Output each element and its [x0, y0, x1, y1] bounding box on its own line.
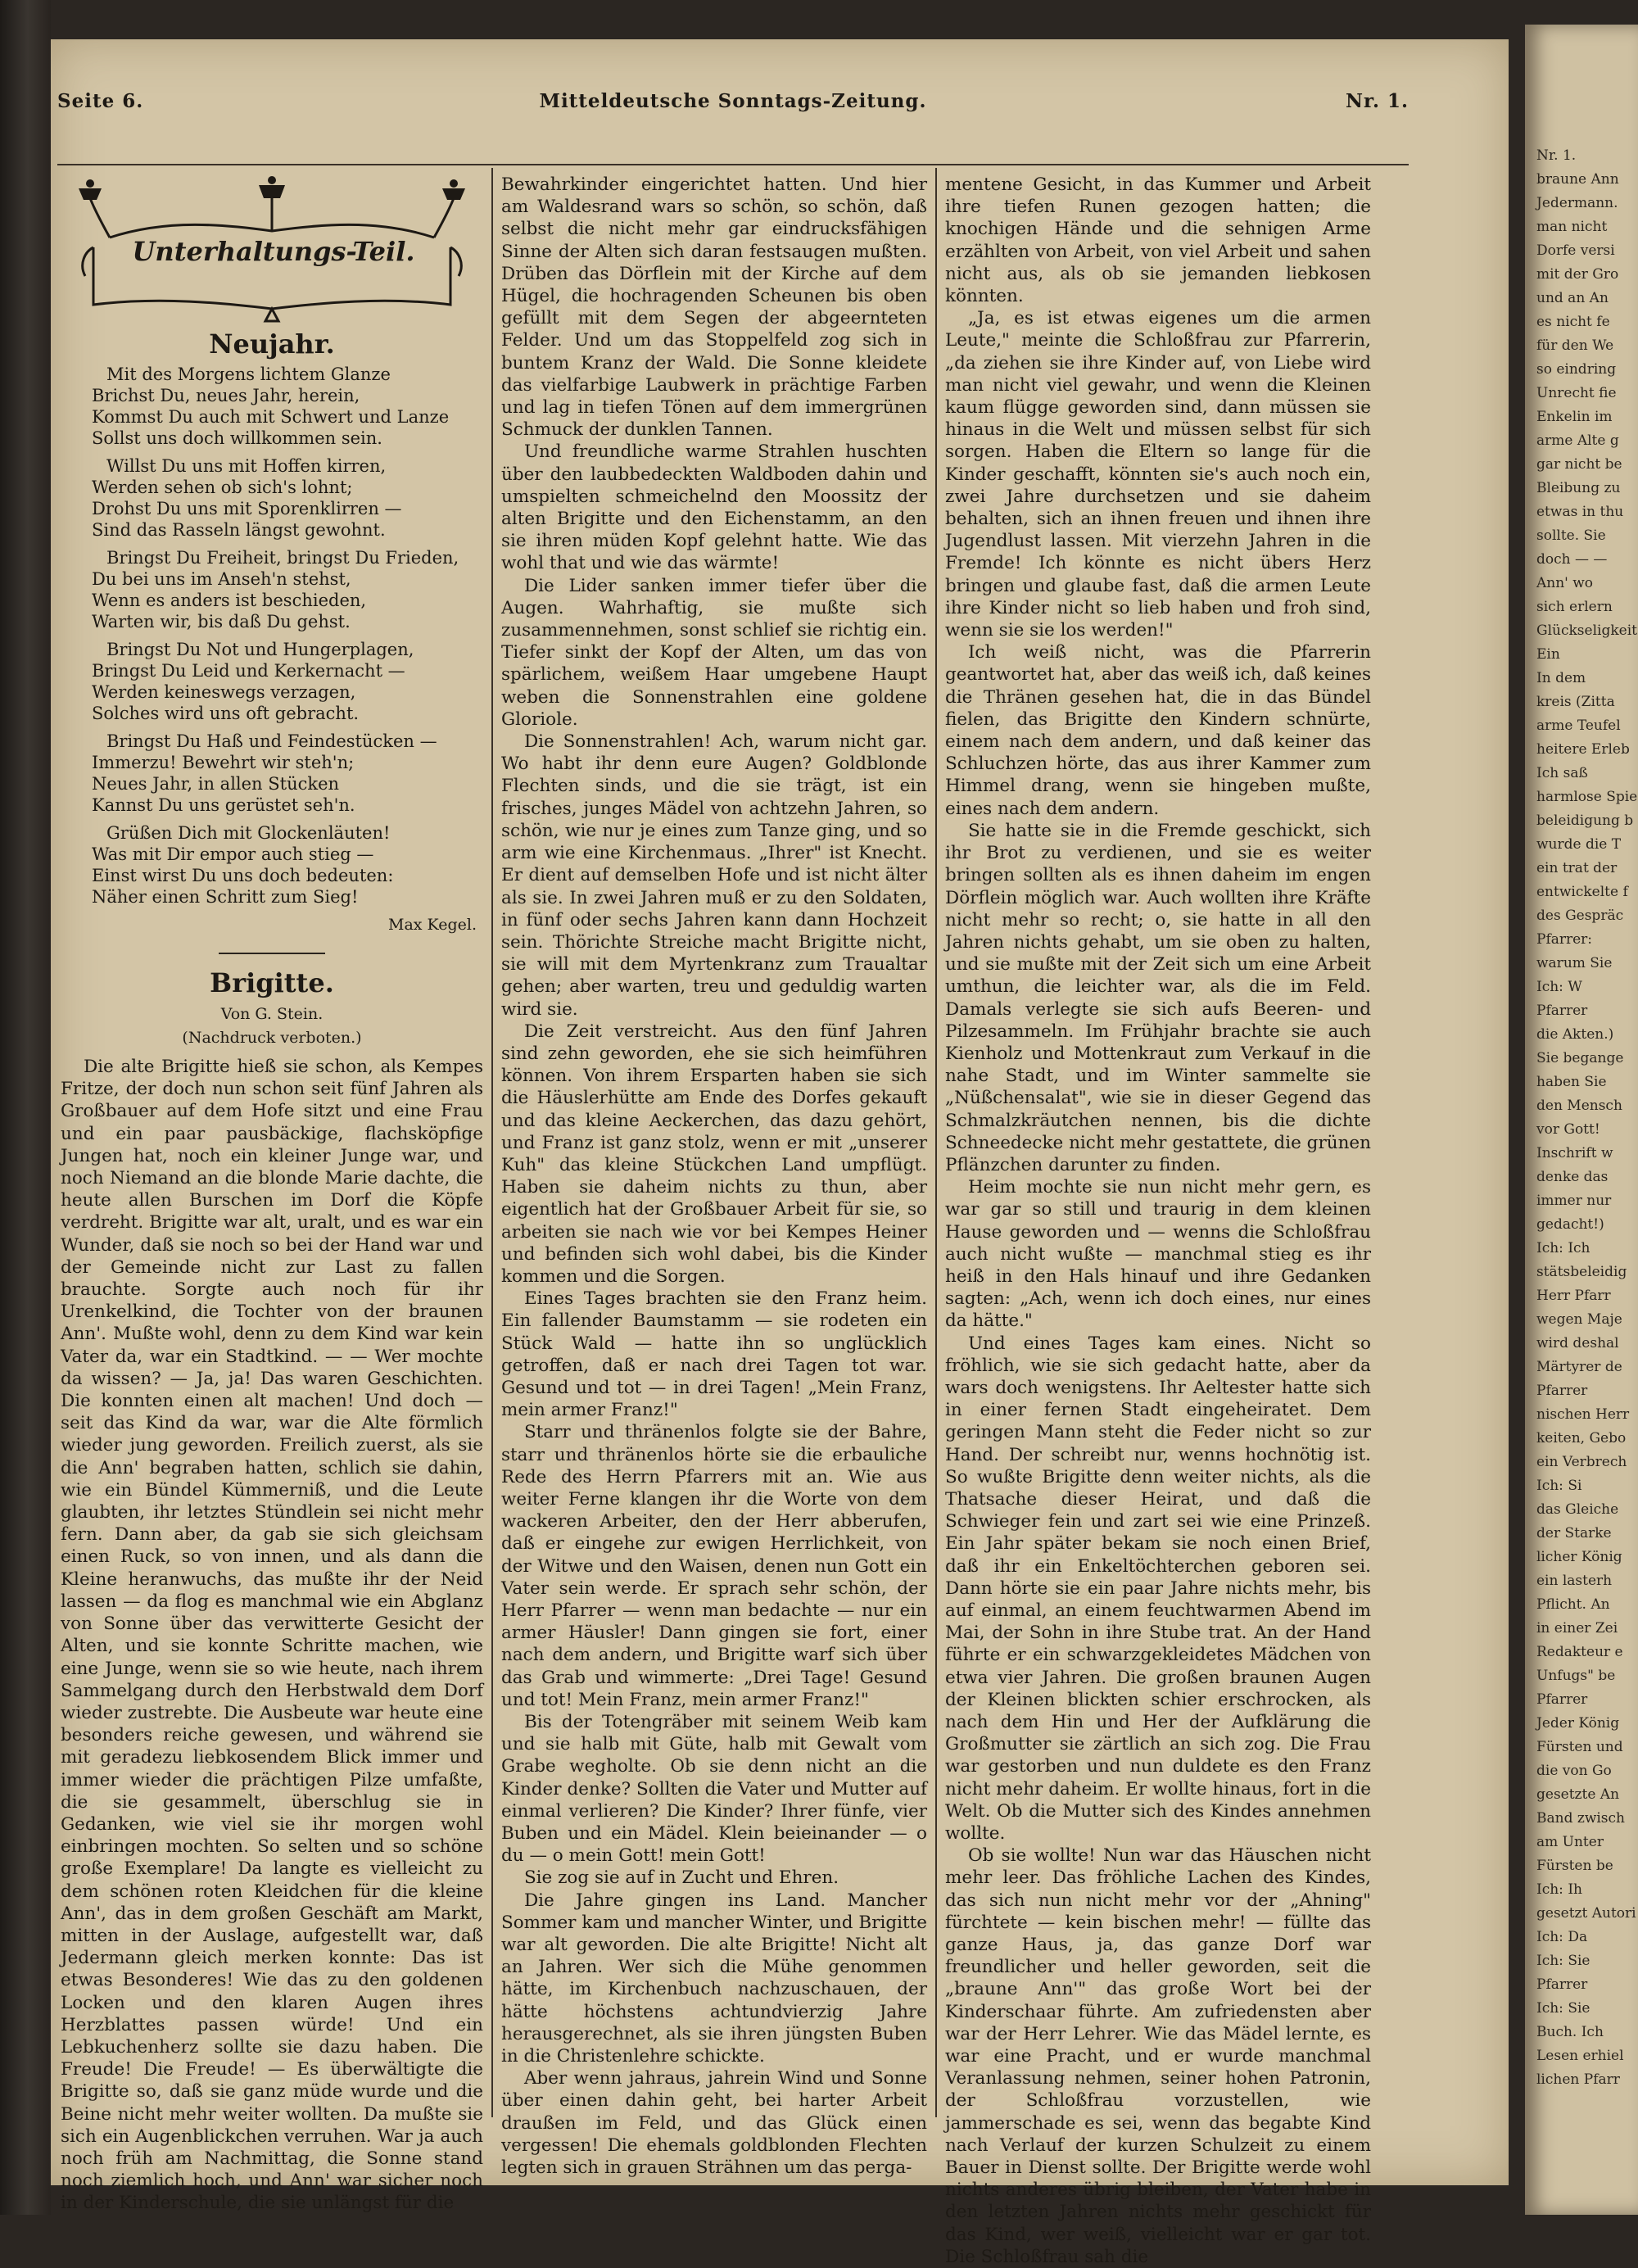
poem-stanza: [92, 547, 483, 632]
adjacent-page-line: Unrecht fie: [1536, 385, 1617, 401]
poem-line: Wenn es anders ist beschieden,: [92, 591, 367, 611]
story-text-col1: [61, 1056, 483, 2215]
adjacent-page-line: Pflicht. An: [1536, 1596, 1610, 1613]
adjacent-page-line: Ich saß: [1536, 765, 1588, 781]
adjacent-page-line: harmlose Spie: [1536, 789, 1638, 805]
story-paragraph: Bis der Totengräber mit seinem Weib kam und sie halb mit Güte, halb mit Gewalt vom Grabe wegholte. Ob sie denn nicht an die Kinder denke? Sollten die Vater und Mutter auf einmal verlieren? Die Kinder? Ihrer fünfe, vier Buben und ein Mädel. Klein beieinander — o du — o mein Gott! mein Gott!: [501, 1712, 927, 1867]
adjacent-page-line: stätsbeleidig: [1536, 1264, 1627, 1280]
adjacent-page-line: nischen Herr: [1536, 1406, 1630, 1423]
adjacent-page-line: man nicht: [1536, 219, 1608, 235]
adjacent-page-line: ein Verbrech: [1536, 1454, 1627, 1470]
adjacent-page-line: Pfarrer: [1536, 1383, 1588, 1399]
adjacent-page-line: Glückseligkeit: [1536, 622, 1637, 639]
adjacent-page-line: Ich: Sie: [1536, 2000, 1590, 2017]
poem-stanza: [92, 822, 483, 908]
column-3: [945, 174, 1371, 2268]
adjacent-page-line: In dem: [1536, 670, 1586, 686]
story-paragraph: Die Lider sanken immer tiefer über die Augen. Wahrhaftig, sie mußte sich zusammennehmen, sonst schlief sie richtig ein. Tiefer sinkt der Kopf der Alten, um das von spärlichem, weißem Haar umgebene Haupt weben die Sonnenstrahlen eine goldene Gloriole.: [501, 575, 927, 730]
adjacent-page-line: vor Gott!: [1536, 1121, 1600, 1138]
story-paragraph: Ob sie wollte! Nun war das Häuschen nicht mehr leer. Das fröhliche Lachen des Kindes, das sich nun nicht mehr vor der „Ahning" fürchtete — kein bischen mehr! — füllte das ganze Haus, ja, das ganze Dorf war freundlicher und heller geworden, seit die „braune Ann'" das große Wort bei der Kinderschaar führte. Am zufriedensten aber war der Herr Lehrer. Wie das Mädel lernte, es war eine Pracht, und er wurde manchmal Veranlassung nehmen, seiner hohen Patronin, der Schloßfrau vorzustellen, wie jammerschade es sei, wenn das begabte Kind nach Verlauf der kurzen Schulzeit zu einem Bauer in Dienst sollte. Der Brigitte werde wohl nichts anderes übrig bleiben, der Vater habe in den letzten Jahren nichts mehr geschickt für das Kind, wer weiß, vielleicht war er gar tot. Die Schloßfrau sah die: [945, 1845, 1371, 2267]
adjacent-page-line: am Unter: [1536, 1834, 1604, 1850]
adjacent-page-line: des Gespräc: [1536, 908, 1624, 924]
adjacent-page-line: wegen Maje: [1536, 1311, 1622, 1328]
story-paragraph: Sie hatte sie in die Fremde geschickt, sich ihr Brot zu verdienen, und sie es weiter bringen sollten als es ihnen daheim im engen Dörflein möglich war. Auch wollten ihre Kräfte nicht mehr so recht; o, sie hatte in all den Jahren nichts gehabt, um sie oben zu halten, und sie mußte mit der Zeit sich um eine Arbeit umthun, die leichter war, als die im Feld. Damals verlegte sie sich aufs Beeren- und Pilzesammeln. Im Frühjahr brachte sie auch Kienholz und Mottenkraut zum Verkauf in die nahe Stadt, und im Winter sammelte sie „Nüßchensalat", wie sie in dieser Gegend das Schmalzkräutchen nennen, bis die dichte Schneedecke nicht mehr gestattete, die grünen Pflänzchen darunter zu finden.: [945, 820, 1371, 1175]
story-paragraph: Die alte Brigitte hieß sie schon, als Kempes Fritze, der doch nun schon seit fünf Jahren als Großbauer auf dem Hofe sitzt und eine Frau und ein paar pausbäckige, flachsköpfige Jungen hat, noch ein kleiner Junge war, und noch Niemand an die blonde Marie dachte, die heute allen Burschen im Dorf die Köpfe verdreht. Brigitte war alt, uralt, und es war ein Wunder, daß sie noch so bei der Hand war und der Gemeinde nicht zur Last zu fallen brauchte. Sorgte auch noch für ihr Urenkelkind, die Tochter von der braunen Ann'. Mußte wohl, denn zu dem Kind war kein Vater da, war ein Stadtkind. — — Wer mochte da wissen? — Ja, ja! Das waren Geschichten. Die konnten einen alt machen! Und doch — seit das Kind da war, war die Alte förmlich wieder jung geworden. Freilich zuerst, als sie die Ann' begraben hatten, schlich sie dahin, wie ein Bündel Kümmerniß, und die Leute glaubten, ihr letztes Stündlein sei nicht mehr fern. Dann aber, da gab sie sich gleichsam einen Ruck, so von innen, und als dann die Kleine heranwuchs, das mußte ihr der Neid lassen — da flog es manchmal wie ein Abglanz von Sonne über das verwitterte Gesicht der Alten, und sie konnte Schritte machen, wie eine Junge, wenn sie so wie heute, nach ihrem Sammelgang durch den Herbstwald dem Dorf wieder zustrebte. Die Ausbeute war heute eine besonders reiche gewesen, und während sie mit geradezu liebkosendem Blick immer und immer wieder die prächtigen Pilze umfaßte, die sie gesammelt, überschlug sie in Gedanken, wie viel sie ihr morgen wohl einbringen mochten. So selten und so schöne große Exemplare! Da langte es vielleicht zu dem schönen roten Kleidchen für die kleine Ann', das in dem großen Geschäft am Markt, mitten in der Auslage, aufgestellt war, daß Jedermann gleich merken konnte: Das ist etwas Besonderes! Wie das zu den goldenen Locken und den klaren Augen ihres Herzblattes passen würde! Und ein Lebkuchenherz sollte sie dazu haben. Die Freude! Die Freude! — Es überwältigte die Brigitte so, daß sie ganz müde wurde und die Beine nicht mehr weiter wollten. Da mußte sie sich ein Augenblickchen verruhen. War ja auch noch früh am Nachmittag, die Sonne stand noch ziemlich hoch, und Ann' war sicher noch in der Kinderschule, die sie unlängst für die: [61, 1057, 483, 2214]
adjacent-page-line: Pfarrer:: [1536, 931, 1593, 948]
poem-line: Werden keineswegs verzagen,: [92, 682, 356, 703]
adjacent-page-line: Herr Pfarr: [1536, 1288, 1611, 1304]
adjacent-page-line: in einer Zei: [1536, 1620, 1618, 1636]
adjacent-page-line: warum Sie: [1536, 955, 1613, 971]
story-title: Brigitte.: [210, 967, 334, 999]
poem-line: Solches wird uns oft gebracht.: [92, 704, 360, 724]
adjacent-page-line: Ich: Si: [1536, 1478, 1582, 1494]
story-paragraph: Sie zog sie auf in Zucht und Ehren.: [523, 1867, 839, 1889]
poem-stanza: [92, 639, 483, 724]
poem-title: Neujahr.: [209, 328, 335, 360]
story-paragraph: Starr und thränenlos folgte sie der Bahre, starr und thränenlos hörte sie die erbauliche Rede des Herrn Pfarrers mit an. Wie aus weiter Ferne klangen ihr die Worte von dem wackeren Arbeiter, den der Herr abberufen, daß er eingehe zur ewigen Herrlichkeit, von der Witwe und den Waisen, denen nun Gott ein Vater sein werde. Er sprach sehr schön, der Herr Pfarrer — wenn man bedachte — nur ein armer Häusler! Dann gingen sie fort, einer nach dem andern, und Brigitte warf sich über das Grab und wimmerte: „Drei Tage! Gesund und tot! Mein Franz, mein armer Franz!": [501, 1422, 927, 1710]
poem-line: Bringst Du Leid und Kerkernacht —: [92, 661, 405, 681]
poem-body: [92, 364, 483, 908]
column-1: [61, 174, 483, 2215]
poem-line: Kommst Du auch mit Schwert und Lanze: [92, 407, 450, 428]
adjacent-page-line: Ich: Sie: [1536, 1953, 1590, 1969]
adjacent-page-line: gesetzte An: [1536, 1786, 1620, 1803]
adjacent-page-line: das Gleiche: [1536, 1501, 1619, 1518]
adjacent-page-line: Ein: [1536, 646, 1560, 663]
adjacent-page-line: beleidigung b: [1536, 813, 1634, 829]
adjacent-page-line: ein trat der: [1536, 860, 1618, 876]
poem-line: Sollst uns doch willkommen sein.: [92, 428, 382, 449]
adjacent-page-line: sollte. Sie: [1536, 527, 1606, 544]
poem-line: Drohst Du uns mit Sporenklirren —: [92, 499, 402, 519]
adjacent-page-line: für den We: [1536, 337, 1614, 354]
story-paragraph: Die Zeit verstreicht. Aus den fünf Jahren sind zehn geworden, ehe sie sich heimführen können. Von ihrem Ersparten haben sie sich die Häuslerhütte am Ende des Dorfes gekauft und das kleine Aeckerchen, das dazu gehört, und Franz ist ganz stolz, wenn er mit „unserer Kuh" das kleine Stückchen Land umpflügt. Haben sie daheim nichts zu thun, aber eigentlich hat der Großbauer Arbeit für sie, so arbeiten sie nach wie vor bei Kempes Heiner und befinden sich wohl dabei, bis die Kinder kommen und die Sorgen.: [501, 1021, 927, 1287]
poem-line: Bringst Du Not und Hungerplagen,: [106, 640, 414, 660]
adjacent-page-line: wird deshal: [1536, 1335, 1619, 1351]
adjacent-page-line: Inschrift w: [1536, 1145, 1613, 1161]
adjacent-page-line: Ich: Ih: [1536, 1881, 1582, 1898]
poem-line: Näher einen Schritt zum Sieg!: [92, 887, 359, 908]
adjacent-page-line: Pfarrer: [1536, 1691, 1588, 1708]
adjacent-page-line: immer nur: [1536, 1193, 1612, 1209]
adjacent-page-line: den Mensch: [1536, 1098, 1622, 1114]
column-rule-1: [491, 168, 493, 2117]
adjacent-page-line: sich erlern: [1536, 599, 1613, 615]
adjacent-page-line: Lesen erhiel: [1536, 2048, 1624, 2064]
adjacent-page-line: die Akten.): [1536, 1026, 1614, 1043]
adjacent-page-line: Nr. 1.: [1536, 147, 1577, 164]
adjacent-page-line: etwas in thu: [1536, 504, 1624, 520]
column-2: [501, 174, 927, 2179]
adjacent-page-line: arme Teufel: [1536, 718, 1621, 734]
adjacent-page-line: Märtyrer de: [1536, 1359, 1622, 1375]
adjacent-page-line: ein lasterh: [1536, 1573, 1613, 1589]
story-paragraph: Die Jahre gingen ins Land. Mancher Sommer kam und mancher Winter, und Brigitte war alt geworden. Die alte Brigitte! Nicht alt an Jahren. Wer sich die Mühe genommen hätte, im Kirchenbuch nachzuschauen, der hätte höchstens achtundvierzig Jahre herausgerechnet, als sie ihren jüngsten Buben in die Christenlehre schickte.: [501, 1890, 927, 2067]
adjacent-page-line: Dorfe versi: [1536, 242, 1615, 259]
poem-line: Bringst Du Freiheit, bringst Du Frieden,: [106, 548, 459, 568]
story-paragraph: Und freundliche warme Strahlen huschten über den laubbedeckten Waldboden dahin und umspielten schmeichelnd den Moossitz der alten Brigitte und den Eichenstamm, an den sie ihren müden Kopf gelehnt hatte. Wie das wohl that und wie das wärmte!: [501, 441, 927, 574]
poem-line: Einst wirst Du uns doch bedeuten:: [92, 866, 394, 886]
adjacent-page-line: Redakteur e: [1536, 1644, 1623, 1660]
adjacent-page-line: entwickelte f: [1536, 884, 1628, 900]
adjacent-page-line: Ich: Da: [1536, 1929, 1588, 1945]
story-paragraph: Aber wenn jahraus, jahrein Wind und Sonne über einen dahin geht, bei harter Arbeit draußen im Feld, und das Glück einen vergessen! Die ehemals goldblonden Flechten legten sich in grauen Strähnen um das perga-: [501, 2068, 927, 2179]
adjacent-page-line: keiten, Gebo: [1536, 1430, 1627, 1446]
adjacent-page-line: und an An: [1536, 290, 1609, 306]
poem-line: Grüßen Dich mit Glockenläuten!: [106, 823, 391, 844]
adjacent-page-line: doch — —: [1536, 551, 1608, 568]
adjacent-page-line: braune Ann: [1536, 171, 1619, 188]
poem-line: Brichst Du, neues Jahr, herein,: [92, 386, 360, 406]
adjacent-page-line: gesetzt Autori: [1536, 1905, 1636, 1922]
adjacent-page-line: der Starke: [1536, 1525, 1612, 1541]
story-paragraph: Heim mochte sie nun nicht mehr gern, es war gar so still und traurig in dem kleinen Hause geworden und — wenns die Schloßfrau auch nicht wußte — manchmal stieg es ihr heiß in den Hals hinauf und ihre Gedanken sagten: „Ach, wenn ich doch eines, nur eines da hätte.": [945, 1177, 1371, 1332]
adjacent-page-line: denke das: [1536, 1169, 1609, 1185]
adjacent-page-line: Fürsten be: [1536, 1858, 1613, 1874]
adjacent-page-line: mit der Gro: [1536, 266, 1619, 283]
story-paragraph: mentene Gesicht, in das Kummer und Arbeit ihre tiefen Runen gezogen hatten; die knochigen Hände und die sehnigen Arme erzählten von Arbeit, von viel Arbeit und sahen nicht aus, als ob sie jemanden liebkosen könnten.: [945, 174, 1371, 307]
adjacent-page-line: Jeder König: [1536, 1715, 1620, 1732]
section-divider: [219, 953, 325, 954]
story-paragraph: Die Sonnenstrahlen! Ach, warum nicht gar. Wo habt ihr denn eure Augen? Goldblonde Flechten sinds, und die sie trägt, ist ein frisches, junges Mädel von achtzehn Jahren, so schön, wie nur je eines zum Tanze ging, und so arm wie eine Kirchenmaus. „Ihrer" ist Knecht. Er dient auf demselben Hofe und ist nicht älter als sie. In zwei Jahren muß er zu den Soldaten, in fünf oder sechs Jahren kann dann Hochzeit sein. Thörichte Streiche macht Brigitte nicht, sie will mit dem Myrtenkranz zum Traualtar gehen; aber warten, treu und geduldig warten wird sie.: [501, 731, 927, 1020]
adjacent-page-line: arme Alte g: [1536, 432, 1619, 449]
reprint-notice: (Nachdruck verboten.): [182, 1028, 362, 1047]
page-number: Seite 6.: [57, 90, 144, 112]
adjacent-page-line: es nicht fe: [1536, 314, 1610, 330]
poem-line: Immerzu! Bewehrt wir steh'n;: [92, 753, 355, 773]
poem-line: Neues Jahr, in allen Stücken: [92, 774, 340, 794]
poem-stanza: [92, 731, 483, 816]
adjacent-page-line: lichen Pfarr: [1536, 2071, 1620, 2088]
poem-stanza: [92, 364, 483, 449]
poem-line: Du bei uns im Anseh'n stehst,: [92, 569, 351, 590]
adjacent-page-line: Band zwisch: [1536, 1810, 1626, 1827]
poem-line: Sind das Rasseln längst gewohnt.: [92, 520, 386, 541]
poem-line: Warten wir, bis daß Du gehst.: [92, 612, 351, 632]
adjacent-page-line: Buch. Ich: [1536, 2024, 1604, 2040]
poem-line: Willst Du uns mit Hoffen kirren,: [106, 456, 387, 477]
publication-title: Mitteldeutsche Sonntags-Zeitung.: [539, 90, 927, 112]
adjacent-page-line: Ich: W: [1536, 979, 1582, 995]
adjacent-page-line: die von Go: [1536, 1763, 1612, 1779]
adjacent-page-line: so eindring: [1536, 361, 1617, 378]
adjacent-page-edge: [1525, 25, 1638, 2215]
adjacent-page-line: wurde die T: [1536, 836, 1622, 853]
poem-line: Kannst Du uns gerüstet seh'n.: [92, 795, 355, 816]
adjacent-page-line: gar nicht be: [1536, 456, 1622, 473]
adjacent-page-line: Pfarrer: [1536, 1976, 1588, 1993]
story-paragraph: Bewahrkinder eingerichtet hatten. Und hier am Waldesrand wars so schön, so schön, daß selbst die nicht mehr gar eindrucksfähigen Sinne der Alten sich daran festsaugen mußten. Drüben das Dörflein mit der Kirche auf dem Hügel, die hochragenden Scheunen bis oben gefüllt mit dem Segen der abgeernteten Felder. Und um das Stoppelfeld zog sich in buntem Kranz der Wald. Die Sonne kleidete das vielfarbige Laubwerk in prächtige Farben und lag in tiefen Tönen auf dem immergrünen Schmuck der dunklen Tannen.: [501, 174, 927, 441]
story-paragraph: Ich weiß nicht, was die Pfarrerin geantwortet hat, aber das weiß ich, daß keines die Thränen gesehen hat, die in das Bündel fielen, das Brigitte den Kindern schnürte, einem nach dem andern, und daß keiner das Schluchzen hörte, das aus ihrer Kammer zum Himmel drang, wenn sie hingeben mußte, eines nach dem andern.: [945, 642, 1371, 819]
adjacent-page-line: Ich: Ich: [1536, 1240, 1590, 1256]
poem-author: Max Kegel.: [388, 916, 477, 935]
section-banner: [61, 174, 483, 325]
poem-stanza: [92, 455, 483, 541]
adjacent-page-line: Jedermann.: [1536, 195, 1618, 211]
adjacent-page-line: Unfugs" be: [1536, 1668, 1616, 1684]
adjacent-page-line: kreis (Zitta: [1536, 694, 1615, 710]
poem-line: Bringst Du Haß und Feindestücken —: [106, 731, 437, 752]
section-title: Unterhaltungs-Teil.: [132, 236, 415, 267]
story-paragraph: „Ja, es ist etwas eigenes um die armen Leute," meinte die Schloßfrau zur Pfarrerin, „da ziehen sie ihre Kinder auf, von Liebe wird man nicht viel gewahr, und wenn die Kleinen kaum flügge geworden sind, dann müssen sie hinaus in die Welt und müssen selbst für sich sorgen. Haben die Eltern so lange für die Kinder geschafft, könnten sie's auch noch ein, zwei Jahre durchsetzen und sie daheim behalten, sich an ihnen freuen und ihnen ihre Jugendlust lassen. Mit vierzehn Jahren in die Fremde! Ich könnte es nicht übers Herz bringen und glaube fast, daß die armen Leute ihre Kinder nicht so lieb haben und froh sind, wenn sie sie los werden!": [945, 308, 1371, 641]
story-byline: Von G. Stein.: [220, 1004, 324, 1023]
poem-line: Was mit Dir empor auch stieg —: [92, 844, 374, 865]
adjacent-page-line: Bleibung zu: [1536, 480, 1621, 496]
adjacent-page-line: gedacht!): [1536, 1216, 1604, 1233]
poem-line: Mit des Morgens lichtem Glanze: [106, 364, 391, 385]
adjacent-page-line: Pfarrer: [1536, 1003, 1588, 1019]
adjacent-page-line: haben Sie: [1536, 1074, 1607, 1090]
header-rule: [57, 164, 1409, 165]
poem-line: Werden sehen ob sich's lohnt;: [92, 478, 353, 498]
adjacent-page-line: Enkelin im: [1536, 409, 1613, 425]
page-header: [57, 90, 1409, 131]
adjacent-page-line: licher König: [1536, 1549, 1622, 1565]
column-rule-2: [935, 168, 937, 2117]
issue-number: Nr. 1.: [1345, 90, 1409, 112]
adjacent-page-line: Ann' wo: [1536, 575, 1594, 591]
adjacent-page-line: heitere Erleb: [1536, 741, 1630, 758]
adjacent-page-line: Sie begange: [1536, 1050, 1624, 1066]
book-binding: [0, 0, 51, 2215]
story-paragraph: Und eines Tages kam eines. Nicht so fröhlich, wie sie sich gedacht hatte, aber da wars doch wenigstens. Ihr Aeltester hatte sich in einer fernen Stadt eingeheiratet. Dem geringen Mann steht die Feder nicht so zur Hand. Der schreibt nur, wenns hochnötig ist. So wußte Brigitte denn weiter nichts, als die Thatsache dieser Heirat, und daß die Schwieger fein und zart sei wie eine Prinzeß. Ein Jahr später bekam sie noch einen Brief, daß ihr ein Enkeltöchterchen geboren sei. Dann hörte sie ein paar Jahre nichts mehr, bis auf einmal, an einem feuchtwarmen Abend im Mai, der Sohn in ihre Stube trat. An der Hand führte er ein schwarzgekleidetes Mädchen von etwa vier Jahren. Die großen braunen Augen der Kleinen blickten schier erschrocken, als nach dem Hin und Her der Aufklärung die Großmutter sie zärtlich an sich zog. Die Frau war gestorben und nun duldete es den Franz nicht mehr daheim. Er wollte hinaus, fort in die Welt. Ob die Mutter sich des Kindes annehmen wollte.: [945, 1333, 1371, 1845]
story-paragraph: Eines Tages brachten sie den Franz heim. Ein fallender Baumstamm — sie rodeten ein Stück Wald — hatte ihn so unglücklich getroffen, daß er nach drei Tagen tot war. Gesund und tot — in drei Tagen! „Mein Franz, mein armer Franz!": [501, 1288, 927, 1421]
adjacent-page-line: Fürsten und: [1536, 1739, 1623, 1755]
